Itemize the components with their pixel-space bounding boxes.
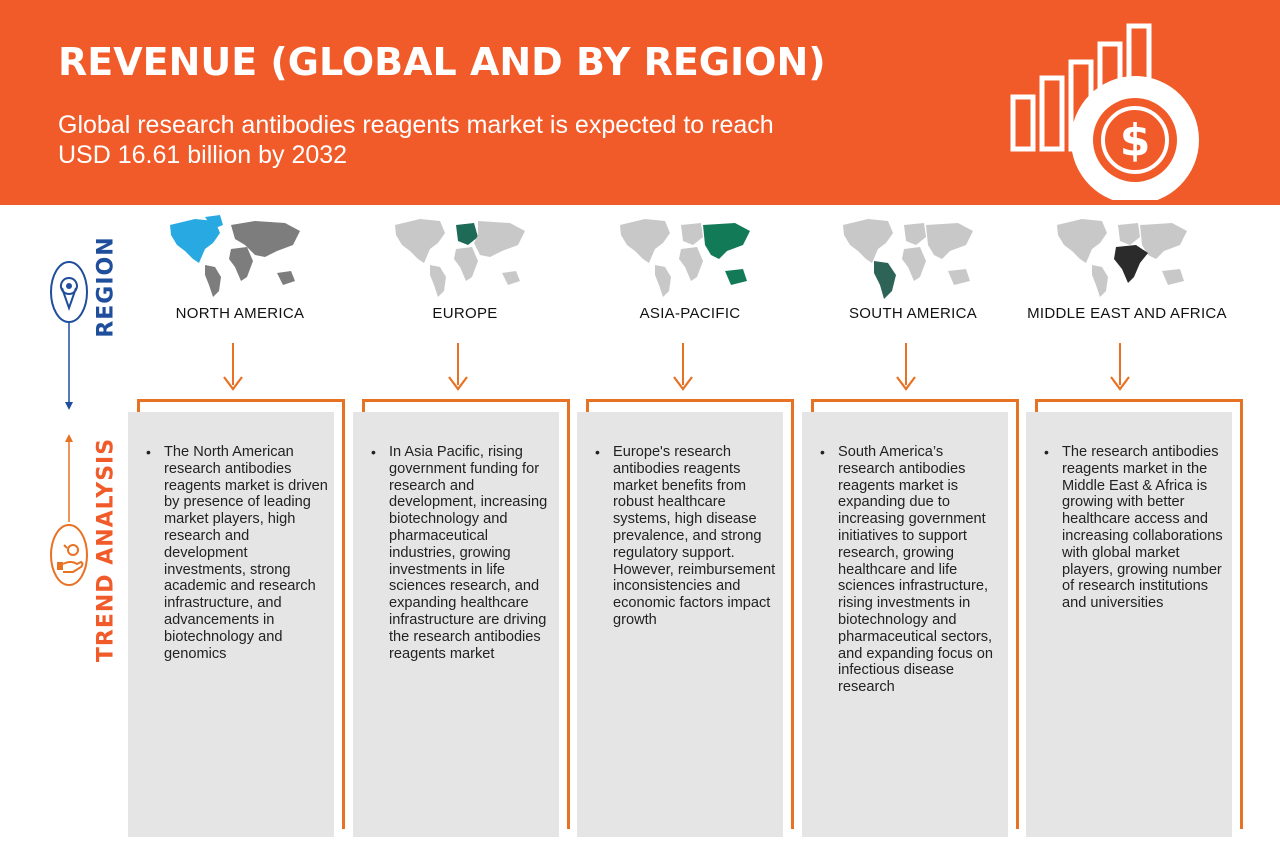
page-title: REVENUE (GLOBAL AND BY REGION) — [58, 40, 826, 84]
trend-analysis-section-label: TREND ANALYSIS — [93, 437, 119, 663]
region-section-label: REGION — [93, 236, 119, 338]
header-banner — [0, 0, 1280, 205]
world-map-asia-pacific-icon — [615, 215, 755, 300]
revenue-growth-dollar-icon — [1005, 22, 1205, 200]
timeline-rail — [40, 250, 100, 590]
trend-card-europe — [353, 412, 559, 837]
region-name-south-america: SOUTH AMERICA — [848, 305, 978, 322]
region-name-asia-pacific: ASIA-PACIFIC — [639, 305, 741, 322]
down-arrow-icon — [221, 343, 245, 395]
svg-text:$: $ — [1119, 115, 1151, 166]
trend-card-asia-pacific — [577, 412, 783, 837]
trend-text-europe: In Asia Pacific, rising government funding for research and development, increasing biotechnology and pharmaceutical industries, growing investments in life sciences research, and expanding healthcare infrastructure are driving the research antibodies reagents market — [389, 444, 548, 662]
trend-card-north-america — [128, 412, 334, 837]
region-name-europe: EUROPE — [432, 305, 498, 322]
world-map-north-america-icon — [165, 215, 305, 300]
trend-text-north-america: The North American research antibodies reagents market is driven by presence of leading market players, high research and development investments, strong academic and research infrastructure, and advancements in biotechnology and genomics — [164, 444, 328, 662]
card-frame-corner — [586, 399, 589, 413]
bullet-icon: • — [595, 444, 600, 460]
bullet-icon: • — [146, 444, 151, 460]
trend-text-asia-pacific: Europe's research antibodies reagents market benefits from robust healthcare systems, high disease prevalence, and strong regulatory support. However, reimbursement inconsistencies and economic factors impact growth — [613, 444, 776, 628]
bullet-icon: • — [820, 444, 825, 460]
bullet-icon: • — [371, 444, 376, 460]
trend-card-middle-east-africa — [1026, 412, 1232, 837]
down-arrow-icon — [1108, 343, 1132, 395]
hand-coin-icon — [51, 525, 87, 585]
bullet-icon: • — [1044, 444, 1049, 460]
down-arrow-icon — [671, 343, 695, 395]
trend-card-south-america — [802, 412, 1008, 837]
trend-text-middle-east-africa: The research antibodies reagents market in the Middle East & Africa is growing with better healthcare access and increasing collaborations with global market players, growing number of research institutions and universities — [1062, 444, 1223, 612]
world-map-south-america-icon — [838, 215, 978, 300]
trend-text-south-america: South America’s research antibodies reagents market is expanding due to increasing government initiatives to support research, growing healthcare and life sciences infrastructure, rising investments in biotechnology and pharmaceutical sectors, and expanding focus on infectious disease research — [838, 444, 993, 696]
card-frame-corner — [1035, 399, 1038, 413]
page-subtitle: Global research antibodies reagents market is expected to reach USD 16.61 billion by 2032 — [58, 111, 774, 169]
down-arrow-icon — [894, 343, 918, 395]
card-frame-corner — [811, 399, 814, 413]
world-map-europe-icon — [390, 215, 530, 300]
card-frame-corner — [137, 399, 140, 413]
card-frame-corner — [362, 399, 365, 413]
location-pin-icon — [51, 262, 87, 322]
region-name-middle-east-africa: MIDDLE EAST AND AFRICA — [1027, 305, 1227, 322]
down-arrow-icon — [446, 343, 470, 395]
world-map-middle-east-africa-icon — [1052, 215, 1192, 300]
region-name-north-america: NORTH AMERICA — [175, 305, 305, 322]
